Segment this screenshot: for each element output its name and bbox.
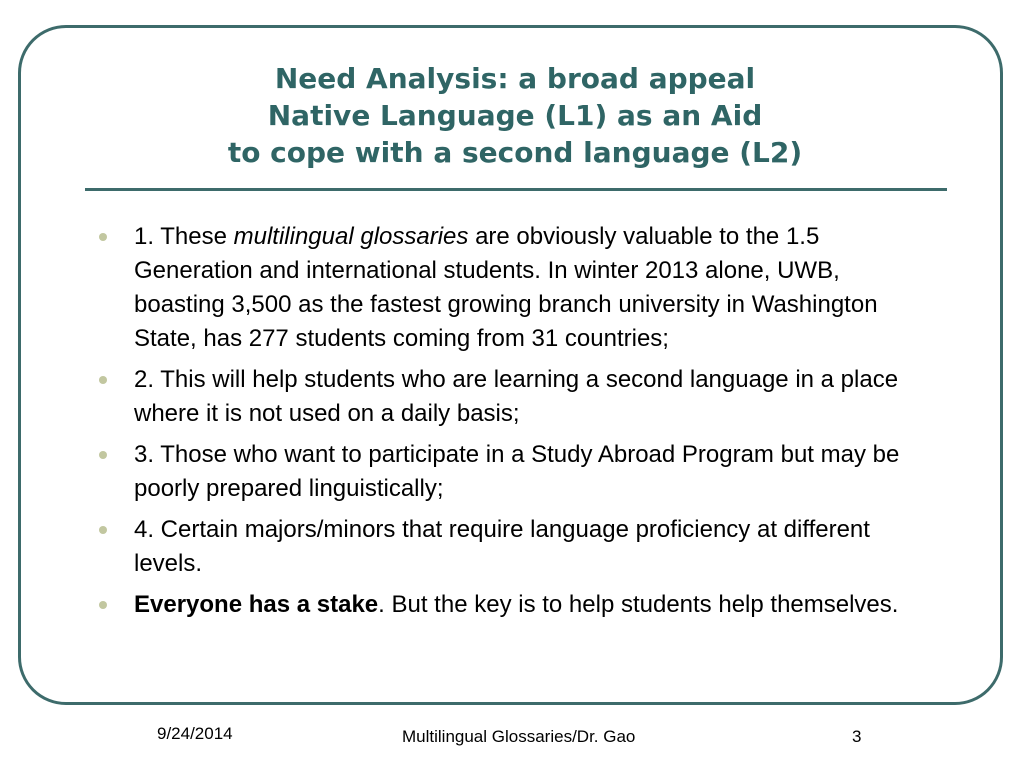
page-number: 3 (852, 727, 862, 746)
footer-date: 9/24/2014 (157, 724, 233, 743)
bullet-list (95, 220, 925, 629)
bullet-4-text: 4. Certain majors/minors that require language proficiency at different levels. (134, 516, 870, 577)
bullet-dot-icon (99, 376, 107, 384)
bullet-2-text: 2. This will help students who are learning a second language in a place where it is not used on a daily basis; (134, 366, 899, 427)
bullet-dot-icon (99, 451, 107, 459)
bullet-item-1 (95, 220, 925, 356)
bullet-item-4 (95, 513, 925, 581)
title-line-2: Native Language (L1) as an Aid (267, 99, 763, 132)
slide-title (80, 60, 950, 171)
bullet-1-emphasis: multilingual glossaries (233, 223, 469, 250)
title-line-1: Need Analysis: a broad appeal (274, 62, 756, 95)
bullet-1-rest: are obviously valuable to the 1.5 Generation and international students. In winter 2013 alone, UWB, boasting 3,500 as the fastest growing branch university in Washington State, has 277 students coming from 31 countries; (134, 223, 878, 352)
bullet-item-5 (95, 588, 925, 622)
bullet-1-prefix: 1. These (134, 223, 234, 250)
footer-title: Multilingual Glossaries/Dr. Gao (402, 727, 636, 746)
bullet-5-bold: Everyone has a stake (134, 591, 379, 618)
title-line-3: to cope with a second language (L2) (227, 136, 803, 169)
bullet-dot-icon (99, 526, 107, 534)
bullet-item-3 (95, 438, 925, 506)
bullet-dot-icon (99, 601, 107, 609)
bullet-3-text: 3. Those who want to participate in a Study Abroad Program but may be poorly prepared linguistically; (134, 441, 900, 502)
bullet-dot-icon (99, 233, 107, 241)
bullet-5-rest: . But the key is to help students help themselves. (378, 591, 899, 618)
bullet-item-2 (95, 363, 925, 431)
title-divider (85, 188, 947, 191)
